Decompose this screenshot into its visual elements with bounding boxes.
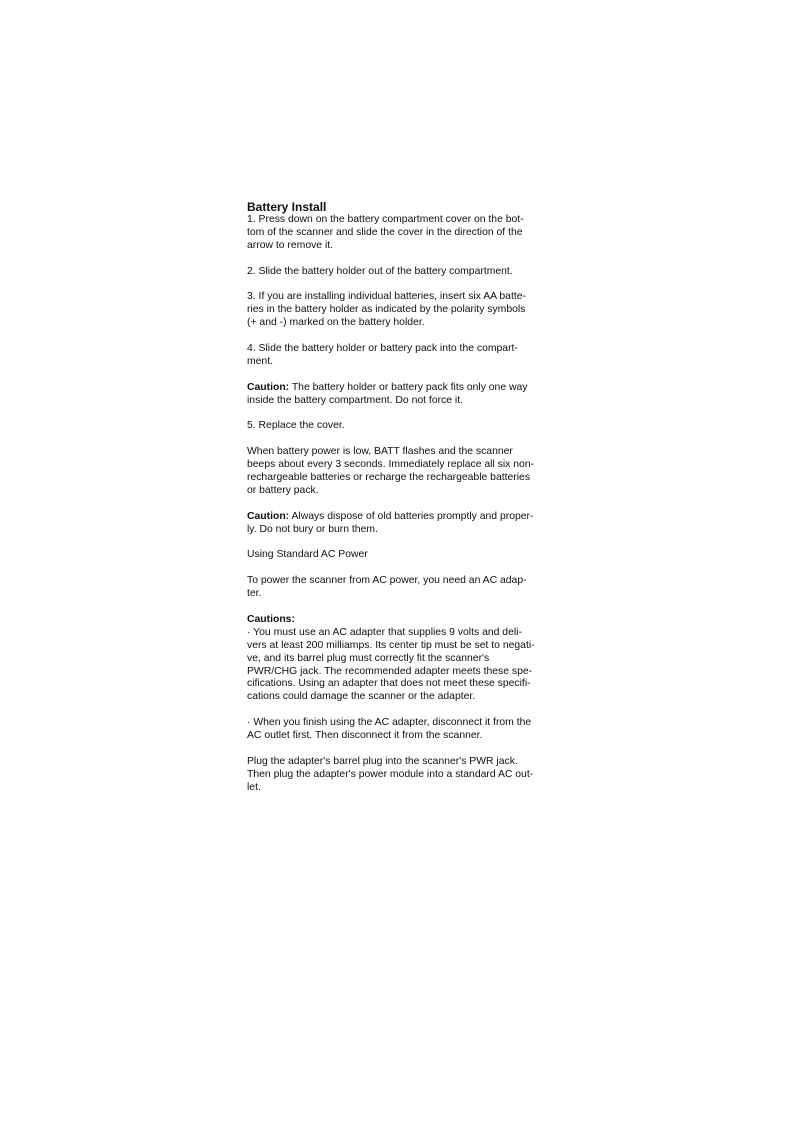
low-power-paragraph: When battery power is low, BATT flashes and the scanner beeps about every 3 seconds. Immediately replace all six non- rechargeable batteries or recharge the rechargeable batteries or battery pack. <box>247 446 535 496</box>
section-title: Battery Install <box>247 200 327 214</box>
caution-2 <box>247 511 547 537</box>
caution-1-text: The battery holder or battery pack fits only one way inside the battery compartment. Do not force it. <box>247 381 528 406</box>
plug-instructions: Plug the adapter's barrel plug into the scanner's PWR jack. Then plug the adapter's power module into a standard AC out- let. <box>247 755 534 793</box>
ac-power-heading: Using Standard AC Power <box>247 549 368 561</box>
text-column <box>247 200 547 807</box>
cautions-bullet-2: · When you finish using the AC adapter, disconnect it from the AC outlet first. Then disconnect it from the scanner. <box>247 717 532 742</box>
step-5: 5. Replace the cover. <box>247 420 345 432</box>
ac-power-intro: To power the scanner from AC power, you need an AC adap- ter. <box>247 575 527 600</box>
caution-2-text: Always dispose of old batteries promptly and proper- ly. Do not bury or burn them. <box>247 510 534 535</box>
caution-1 <box>247 382 547 408</box>
step-1: 1. Press down on the battery compartment cover on the bot- tom of the scanner and slide the cover in the direction of the arrow to remove it. <box>247 214 524 251</box>
caution-2-label: Caution: <box>247 510 290 522</box>
cautions-label: Cautions: <box>247 613 295 625</box>
cautions-bullet-1: · You must use an AC adapter that supplies 9 volts and deli- vers at least 200 milliamps. Its center tip must be set to negati- ve, and its barrel plug must correctly fit the scanner's PWR/CHG jack. The recommended adapter meets these spe- cifications. Using an adapter that does not meet these specifi- cations could damage the scanner or the adapter. <box>247 626 535 703</box>
step-4: 4. Slide the battery holder or battery pack into the compart- ment. <box>247 343 518 367</box>
caution-1-label: Caution: <box>247 381 290 393</box>
step-3: 3. If you are installing individual batteries, insert six AA batte- ries in the battery holder as indicated by the polarity symbols (+ and -) marked on the battery holder. <box>247 291 526 329</box>
step-2: 2. Slide the battery holder out of the battery compartment. <box>247 265 513 277</box>
